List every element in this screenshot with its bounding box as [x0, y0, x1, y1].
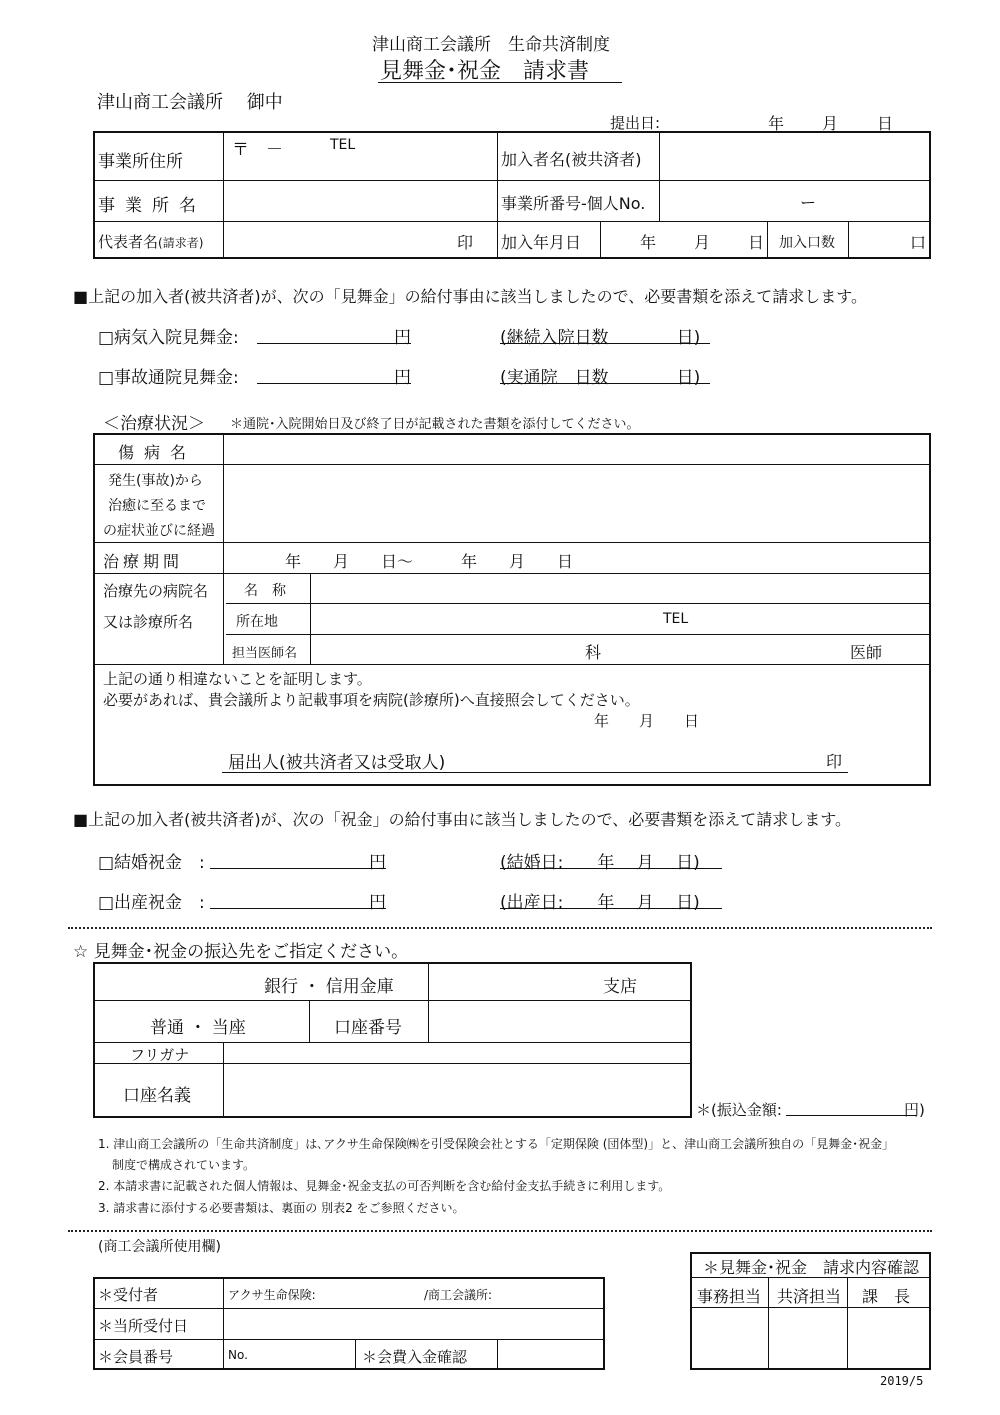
shukin-intro: ■上記の加入者(被共済者)が、次の「祝金」の給付事由に該当しましたので、必要書類を添えて請求します。 — [73, 810, 852, 829]
bank-heading: ☆ 見舞金･祝金の振込先をご指定ください。 — [73, 942, 409, 962]
version-label: 2019/5 — [880, 1374, 924, 1388]
join-date-label: 加入年月日 — [501, 233, 582, 252]
account-holder-label: 口座名義 — [123, 1086, 191, 1106]
hospital-label-2: 又は診療所名 — [103, 613, 194, 631]
join-month: 月 — [694, 233, 711, 252]
birth-checkbox[interactable]: □出産祝金 : — [98, 893, 205, 913]
rep-seal: 印 — [457, 233, 474, 252]
received-date-label: ＊当所受付日 — [98, 1317, 189, 1335]
mimai-intro: ■上記の加入者(被共済者)が、次の「見舞金」の給付事由に該当しましたので、必要書類を添えて請求します。 — [73, 287, 868, 306]
course-label-2: 治癒に至るまで — [108, 498, 206, 514]
bank-type-label: 銀行 ・ 信用金庫 — [264, 977, 394, 997]
filer-seal: 印 — [826, 752, 843, 771]
confirm-mutual-label: 共済担当 — [777, 1287, 842, 1306]
join-year: 年 — [640, 233, 657, 252]
marriage-checkbox[interactable]: □結婚祝金 : — [98, 853, 205, 873]
office-number-label: 事業所番号-個人No. — [501, 194, 646, 213]
units-label: 加入口数 — [779, 235, 835, 251]
certify-text-1: 上記の通り相違ないことを証明します。 — [103, 670, 372, 688]
hospital-days: (継続入院日数 日) — [500, 328, 701, 348]
tel-label: TEL — [330, 137, 356, 153]
join-day: 日 — [748, 233, 765, 252]
doctor-label: 担当医師名 — [232, 646, 298, 661]
account-number-field[interactable] — [431, 1003, 689, 1040]
dept-label: 科 — [585, 643, 602, 662]
submit-date-label: 提出日: — [610, 114, 661, 132]
account-number-label: 口座番号 — [334, 1018, 402, 1038]
course-label-3: の症状並びに経過 — [103, 523, 215, 539]
treatment-heading: ＜治療状況＞ — [103, 414, 205, 434]
certify-date: 年 月 日 — [594, 712, 700, 730]
office-name-label: 事業所名 — [98, 196, 206, 216]
title-underline — [378, 82, 622, 83]
filer-label: 届出人(被共済者又は受取人) — [228, 753, 446, 773]
birth-date: (出産日: 年 月 日) — [500, 893, 700, 913]
hospital-yen: 円 — [394, 328, 411, 348]
fee-check-label: ＊会費入金確認 — [362, 1348, 468, 1366]
confirm-chief-label: 課 長 — [862, 1287, 911, 1306]
office-number-dash: ー — [800, 193, 817, 212]
submit-year: 年 — [768, 114, 785, 133]
note-1a: 1. 津山商工会議所の「生命共済制度」は､アクサ生命保険㈱を引受保険会社とする「定期保険 (団体型)」と、津山商工会議所独自の「見舞金･祝金」 — [98, 1137, 895, 1151]
hospital-checkbox[interactable]: □病気入院見舞金: — [98, 328, 239, 348]
transfer-amount-label: ＊(振込金額: — [696, 1101, 782, 1119]
confirm-title: ＊見舞金･祝金 請求内容確認 — [703, 1258, 920, 1277]
divider-dotted — [68, 927, 932, 929]
note-1b: 制度で構成されています。 — [112, 1158, 256, 1172]
accident-yen: 円 — [394, 368, 411, 388]
period-label: 治療期間 — [103, 552, 184, 571]
accident-days: (実通院 日数 日) — [500, 368, 701, 388]
office-name-field[interactable] — [226, 183, 494, 219]
confirm-office-label: 事務担当 — [697, 1287, 762, 1306]
birth-yen: 円 — [369, 893, 386, 913]
member-number-label: ＊会員番号 — [98, 1348, 174, 1366]
marriage-date: (結婚日: 年 月 日) — [500, 853, 700, 873]
transfer-amount-yen: 円) — [904, 1101, 925, 1119]
axa-label: アクサ生命保険: — [228, 1288, 316, 1302]
furigana-label: フリガナ — [130, 1046, 190, 1064]
hospital-label-1: 治療先の病院名 — [103, 582, 209, 600]
hospital-tel: TEL — [663, 611, 689, 627]
divider-dotted-2 — [68, 1230, 932, 1232]
injury-label: 傷病名 — [118, 443, 197, 462]
hospital-location-label: 所在地 — [236, 614, 278, 630]
course-label-1: 発生(事故)から — [108, 473, 203, 489]
postal-mark: 〒 － — [232, 140, 283, 160]
account-holder-field[interactable] — [226, 1066, 689, 1116]
injury-field[interactable] — [226, 436, 928, 462]
chamber-label: /商工会議所: — [424, 1288, 493, 1302]
account-type-label: 普通 ・ 当座 — [150, 1018, 246, 1038]
course-field[interactable] — [226, 467, 928, 540]
office-address-label: 事業所住所 — [98, 152, 183, 172]
addressee: 津山商工会議所 御中 — [97, 92, 283, 113]
submit-month: 月 — [822, 114, 839, 133]
org-system-title: 津山商工会議所 生命共済制度 — [372, 35, 610, 55]
note-3: 3. 請求書に添付する必要書類は、裏面の 別表2 をご参照ください。 — [98, 1201, 465, 1215]
office-use-label: (商工会議所使用欄) — [98, 1239, 221, 1255]
member-name-label: 加入者名(被共済者) — [501, 150, 642, 169]
certify-text-2: 必要があれば、貴会議所より記載事項を病院(診療所)へ直接照会してください。 — [103, 691, 640, 709]
branch-label: 支店 — [603, 977, 637, 997]
representative-label: 代表者名(請求者) — [98, 233, 204, 251]
member-name-field[interactable] — [662, 134, 928, 178]
units-suffix: 口 — [910, 233, 927, 252]
marriage-yen: 円 — [369, 853, 386, 873]
period-range: 年 月 日～ 年 月 日 — [285, 552, 574, 571]
note-2: 2. 本請求書に記載された個人情報は、見舞金･祝金支払の可否判断を含む給付金支払手続きに利用します。 — [98, 1179, 671, 1193]
submit-day: 日 — [877, 114, 894, 133]
form-title: 見舞金･祝金 請求書 — [380, 59, 590, 84]
receiver-label: ＊受付者 — [98, 1286, 159, 1304]
accident-checkbox[interactable]: □事故通院見舞金: — [98, 368, 239, 388]
treatment-note: ＊通院･入院開始日及び終了日が記載された書類を添付してください。 — [230, 417, 640, 432]
doctor-suffix: 医師 — [850, 643, 883, 662]
hospital-name-label: 名 称 — [244, 583, 286, 599]
member-number-prefix: No. — [228, 1348, 248, 1362]
